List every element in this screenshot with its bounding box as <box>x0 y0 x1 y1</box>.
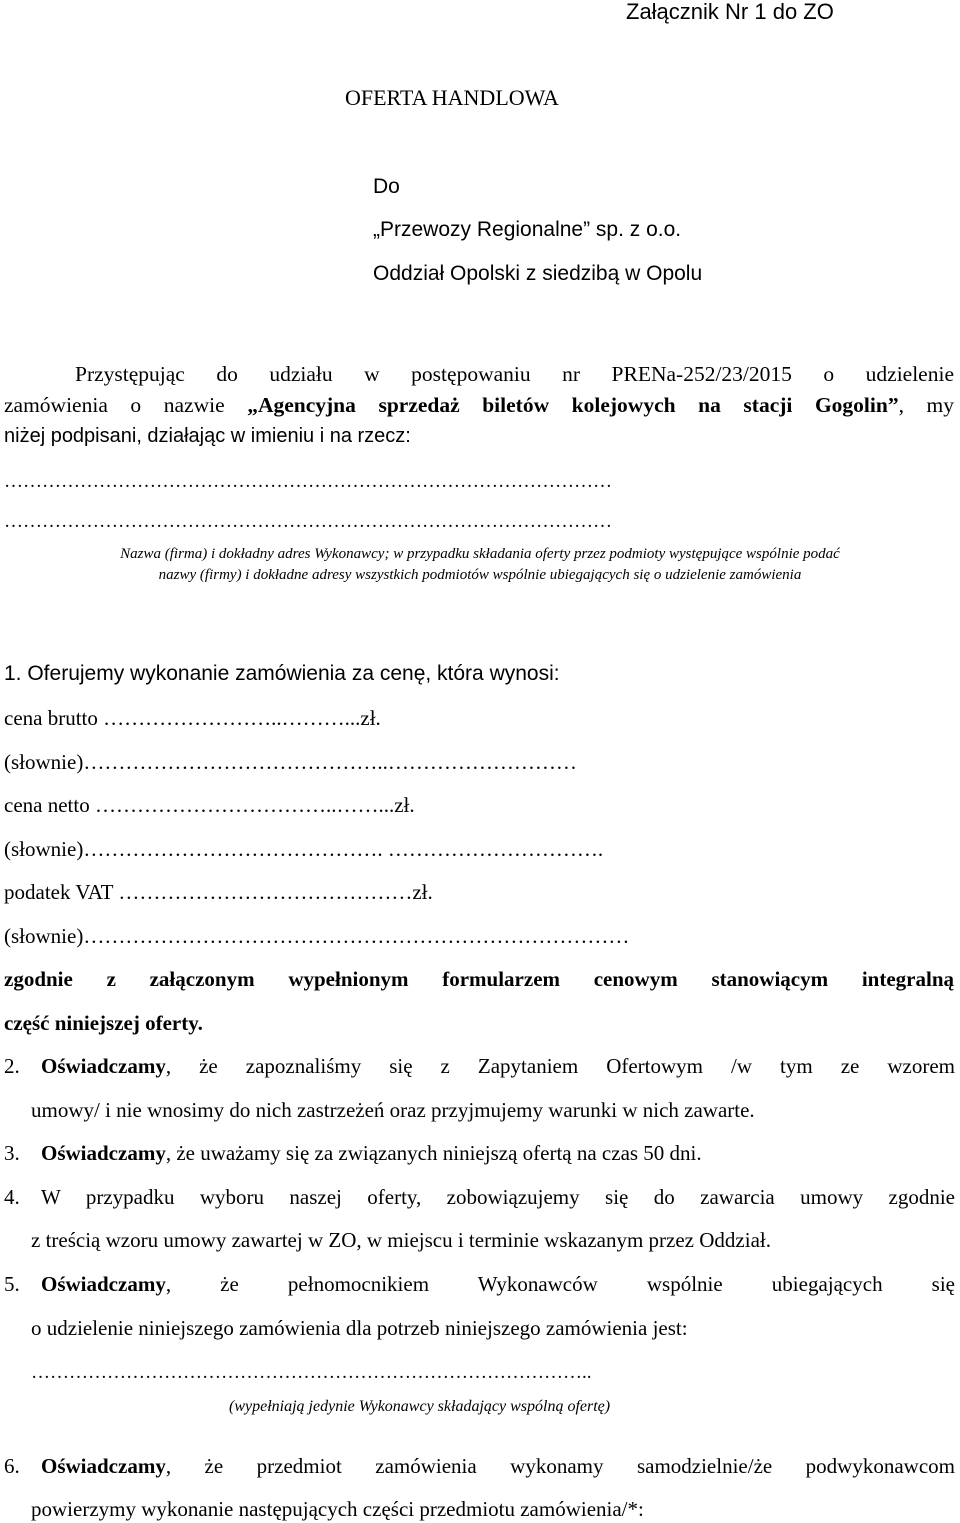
intro-line-3: niżej podpisani, działając w imieniu i na rzecz: <box>4 425 411 447</box>
attachment-label: Załącznik Nr 1 do ZO <box>626 0 834 24</box>
item-3-number: 3. <box>4 1141 20 1165</box>
item-5-line-1: Oświadczamy, że pełnomocnikiem Wykonawców wspólnie ubiegających się <box>41 1272 955 1296</box>
item-5-note: (wypełniają jedynie Wykonawcy składający wspólną ofertę) <box>229 1398 611 1415</box>
price-netto: cena netto ……………………………..……...zł. <box>4 793 415 817</box>
intro-line-1: Przystępując do udziału w postępowaniu nr PRENa-252/23/2015 o udzielenie <box>75 362 954 386</box>
price-bold-line-1: zgodnie z załączonym wypełnionym formularzem cenowym stanowiącym integralną <box>4 967 954 991</box>
price-brutto-words: (słownie)……………………………………..……………………… <box>4 750 577 774</box>
item-5-dots: …………………………………………………………………………….. <box>31 1362 592 1383</box>
contractor-note-line-1: Nazwa (firma) i dokładny adres Wykonawcy; w przypadku składania oferty przez podmioty występujące wspólnie podać <box>120 546 840 562</box>
contractor-dots-1: …………………………………………………………………………………… <box>4 471 612 492</box>
item-5-number: 5. <box>4 1272 20 1296</box>
item-4-line-2: z treścią wzoru umowy zawartej w ZO, w miejscu i terminie wskazanym przez Oddział. <box>31 1228 771 1252</box>
item-4-number: 4. <box>4 1185 20 1209</box>
item-1-price-intro: 1. Oferujemy wykonanie zamówienia za cenę, która wynosi: <box>4 662 560 685</box>
addressee-company: „Przewozy Regionalne” sp. z o.o. <box>373 218 682 241</box>
price-brutto: cena brutto ……………………..………...zł. <box>4 706 381 730</box>
contractor-note-line-2: nazwy (firmy) i dokładne adresy wszystkich podmiotów wspólnie ubiegających się o udzielenie zamówienia <box>158 567 802 583</box>
item-4-line-1: W przypadku wyboru naszej oferty, zobowiązujemy się do zawarcia umowy zgodnie <box>41 1185 955 1209</box>
item-2-number: 2. <box>4 1054 20 1078</box>
price-vat-words: (słownie)…………………………………………………………………… <box>4 924 630 948</box>
item-3-line-1: Oświadczamy, że uważamy się za związanych niniejszą ofertą na czas 50 dni. <box>41 1141 702 1165</box>
contractor-dots-2: …………………………………………………………………………………… <box>4 511 612 532</box>
addressee-do: Do <box>373 175 400 198</box>
price-bold-line-2: część niniejszej oferty. <box>4 1011 203 1035</box>
item-6-number: 6. <box>4 1454 20 1478</box>
addressee-branch: Oddział Opolski z siedzibą w Opolu <box>373 262 703 285</box>
item-2-line-1: Oświadczamy, że zapoznaliśmy się z Zapytaniem Ofertowym /w tym ze wzorem <box>41 1054 955 1078</box>
item-6-line-2: powierzymy wykonanie następujących części przedmiotu zamówienia/*: <box>31 1497 644 1521</box>
price-vat: podatek VAT ……………………………………zł. <box>4 880 433 904</box>
item-6-line-1: Oświadczamy, że przedmiot zamówienia wykonamy samodzielnie/że podwykonawcom <box>41 1454 955 1478</box>
procedure-name: „Agencyjna sprzedaż biletów kolejowych na stacji Gogolin” <box>247 393 899 417</box>
document-title: OFERTA HANDLOWA <box>345 85 559 110</box>
item-5-line-2: o udzielenie niniejszego zamówienia dla potrzeb niniejszego zamówienia jest: <box>31 1316 688 1340</box>
price-netto-words: (słownie)……………………………………. …………………………. <box>4 837 604 861</box>
item-2-line-2: umowy/ i nie wnosimy do nich zastrzeżeń oraz przyjmujemy warunki w nich zawarte. <box>31 1098 755 1122</box>
intro-line-2: zamówienia o nazwie „Agencyjna sprzedaż biletów kolejowych na stacji Gogolin”, my <box>4 393 954 417</box>
